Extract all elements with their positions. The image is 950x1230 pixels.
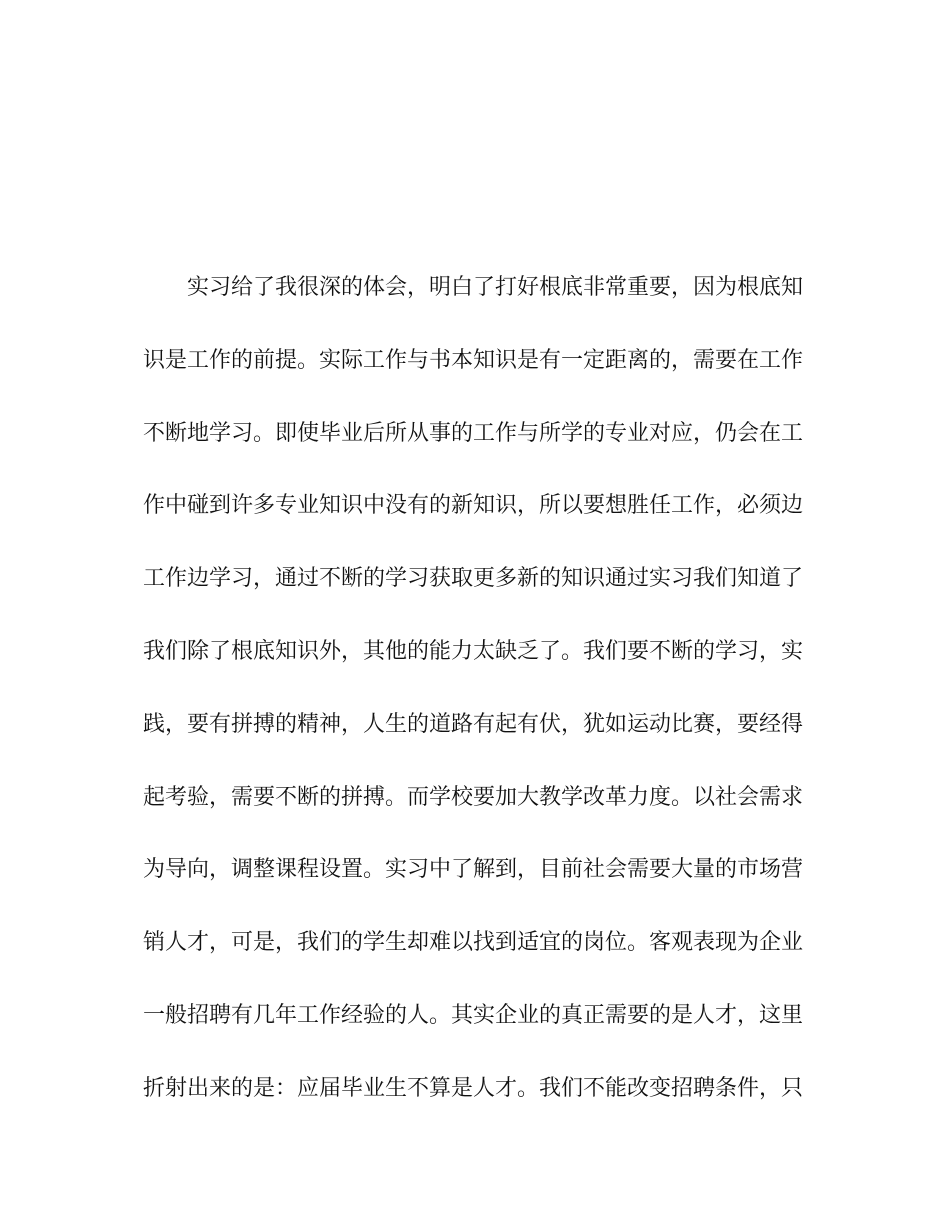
paragraph-line: 识是工作的前提。实际工作与书本知识是有一定距离的，需要在工作	[143, 347, 804, 373]
paragraph-line: 一般招聘有几年工作经验的人。其实企业的真正需要的是人才，这里	[143, 1002, 804, 1028]
paragraph-line: 不断地学习。即使毕业后所从事的工作与所学的专业对应，仍会在工	[143, 420, 804, 446]
paragraph-line: 销人才，可是，我们的学生却难以找到适宜的岗位。客观表现为企业	[143, 930, 804, 956]
paragraph-line: 为导向，调整课程设置。实习中了解到，目前社会需要大量的市场营	[143, 857, 804, 883]
paragraph-line: 工作边学习，通过不断的学习获取更多新的知识通过实习我们知道了	[143, 566, 804, 592]
paragraph-line: 起考验，需要不断的拼搏。而学校要加大教学改革力度。以社会需求	[143, 784, 804, 810]
paragraph-line: 我们除了根底知识外，其他的能力太缺乏了。我们要不断的学习，实	[143, 638, 804, 664]
paragraph-line: 践，要有拼搏的精神，人生的道路有起有伏，犹如运动比赛，要经得	[143, 711, 804, 737]
paragraph-line: 实习给了我很深的体会，明白了打好根底非常重要，因为根底知	[187, 275, 804, 300]
paragraph-line: 作中碰到许多专业知识中没有的新知识，所以要想胜任工作，必须边	[143, 493, 804, 519]
paragraph-line: 折射出来的是：应届毕业生不算是人才。我们不能改变招聘条件，只	[143, 1075, 804, 1101]
body-paragraph	[143, 266, 803, 1140]
